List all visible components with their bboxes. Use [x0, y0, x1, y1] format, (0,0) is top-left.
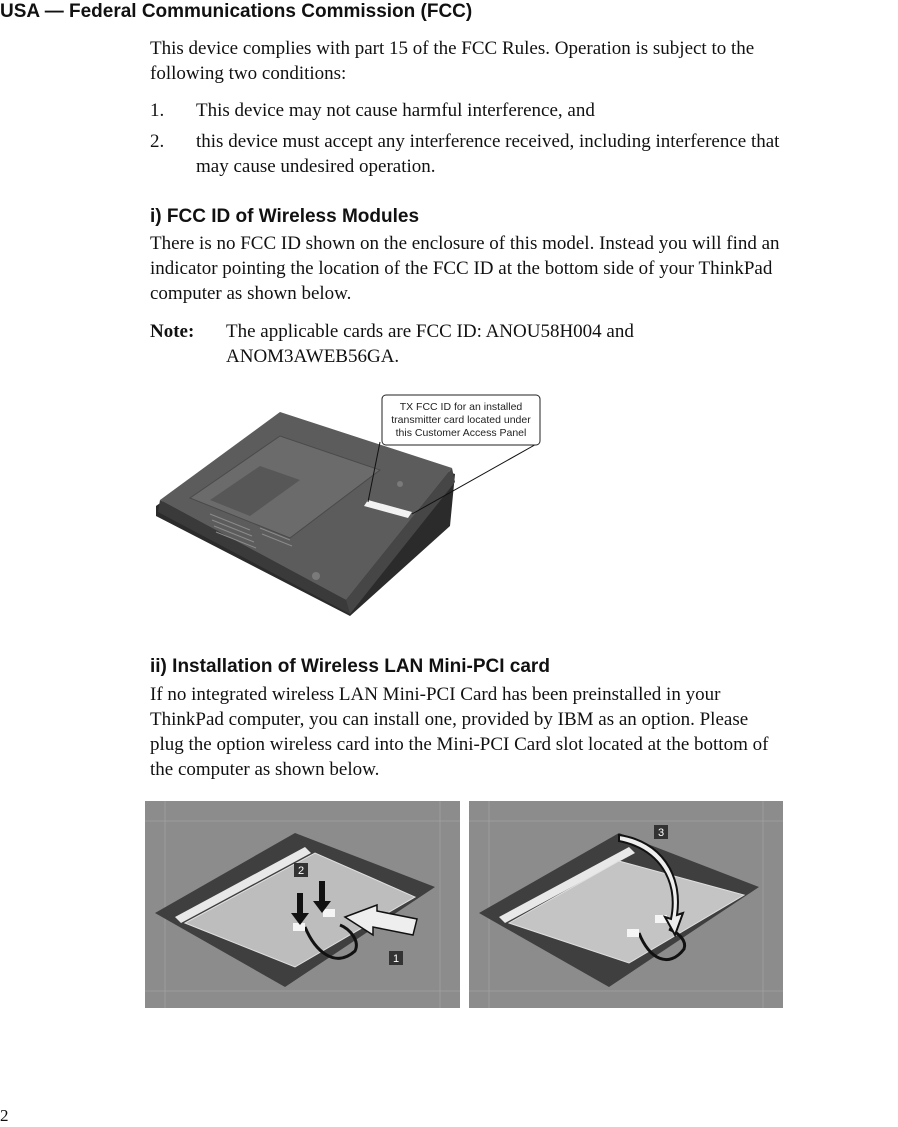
list-number: 2. — [150, 131, 165, 152]
paragraph-line: There is no FCC ID shown on the enclosure of this model. Instead you will find an — [150, 233, 780, 254]
paragraph-line: indicator pointing the location of the FCC ID at the bottom side of your ThinkPad — [150, 258, 773, 279]
paragraph-line: ThinkPad computer, you can install one, provided by IBM as an option. Please — [150, 709, 749, 730]
page-number: 2 — [0, 1106, 9, 1125]
list-text: This device may not cause harmful interference, and — [196, 100, 595, 121]
callout-line: this Customer Access Panel — [395, 427, 527, 439]
list-item — [150, 98, 898, 123]
list-text: this device must accept any interference received, including interference that — [196, 131, 780, 152]
cable-connector — [323, 909, 335, 917]
callout-text — [382, 401, 540, 440]
rubber-foot — [397, 481, 403, 487]
laptop-bottom-figure — [150, 388, 550, 620]
install-step-photo-left — [145, 801, 460, 1008]
note-block — [150, 319, 898, 369]
note-text: The applicable cards are FCC ID: ANOU58H004 and — [226, 321, 634, 342]
cable-connector — [627, 929, 639, 937]
section-paragraph — [150, 231, 898, 306]
paragraph-line: computer as shown below. — [150, 283, 352, 304]
callout-line: transmitter card located under — [391, 414, 531, 426]
page-title: USA — Federal Communications Commission (FCC) — [0, 1, 473, 22]
install-illustration-right — [469, 801, 783, 1008]
note-label: Note: — [150, 321, 195, 342]
paragraph-line: the computer as shown below. — [150, 759, 380, 780]
callout-line: TX FCC ID for an installed — [399, 401, 523, 413]
cable-connector — [293, 923, 305, 931]
paragraph-line: If no integrated wireless LAN Mini-PCI Card has been preinstalled in your — [150, 684, 721, 705]
list-text: may cause undesired operation. — [196, 156, 436, 177]
step-badge-label: 3 — [657, 827, 665, 839]
step-badge-label: 1 — [392, 953, 400, 965]
step-badge-label: 2 — [297, 865, 305, 877]
rubber-foot — [312, 572, 320, 580]
conditions-list — [150, 98, 898, 179]
paragraph-line: plug the option wireless card into the Mini-PCI Card slot located at the bottom of — [150, 734, 769, 755]
install-step-photo-right — [469, 801, 783, 1008]
section-title: i) FCC ID of Wireless Modules — [150, 206, 420, 227]
list-item — [150, 129, 898, 179]
note-text: ANOM3AWEB56GA. — [226, 346, 400, 367]
list-number: 1. — [150, 100, 165, 121]
section-title: ii) Installation of Wireless LAN Mini-PCI card — [150, 656, 550, 677]
install-illustration-left — [145, 801, 460, 1008]
intro-paragraph — [150, 36, 898, 86]
section-paragraph — [150, 682, 898, 782]
intro-line: following two conditions: — [150, 63, 347, 84]
intro-line: This device complies with part 15 of the FCC Rules. Operation is subject to the — [150, 38, 755, 59]
